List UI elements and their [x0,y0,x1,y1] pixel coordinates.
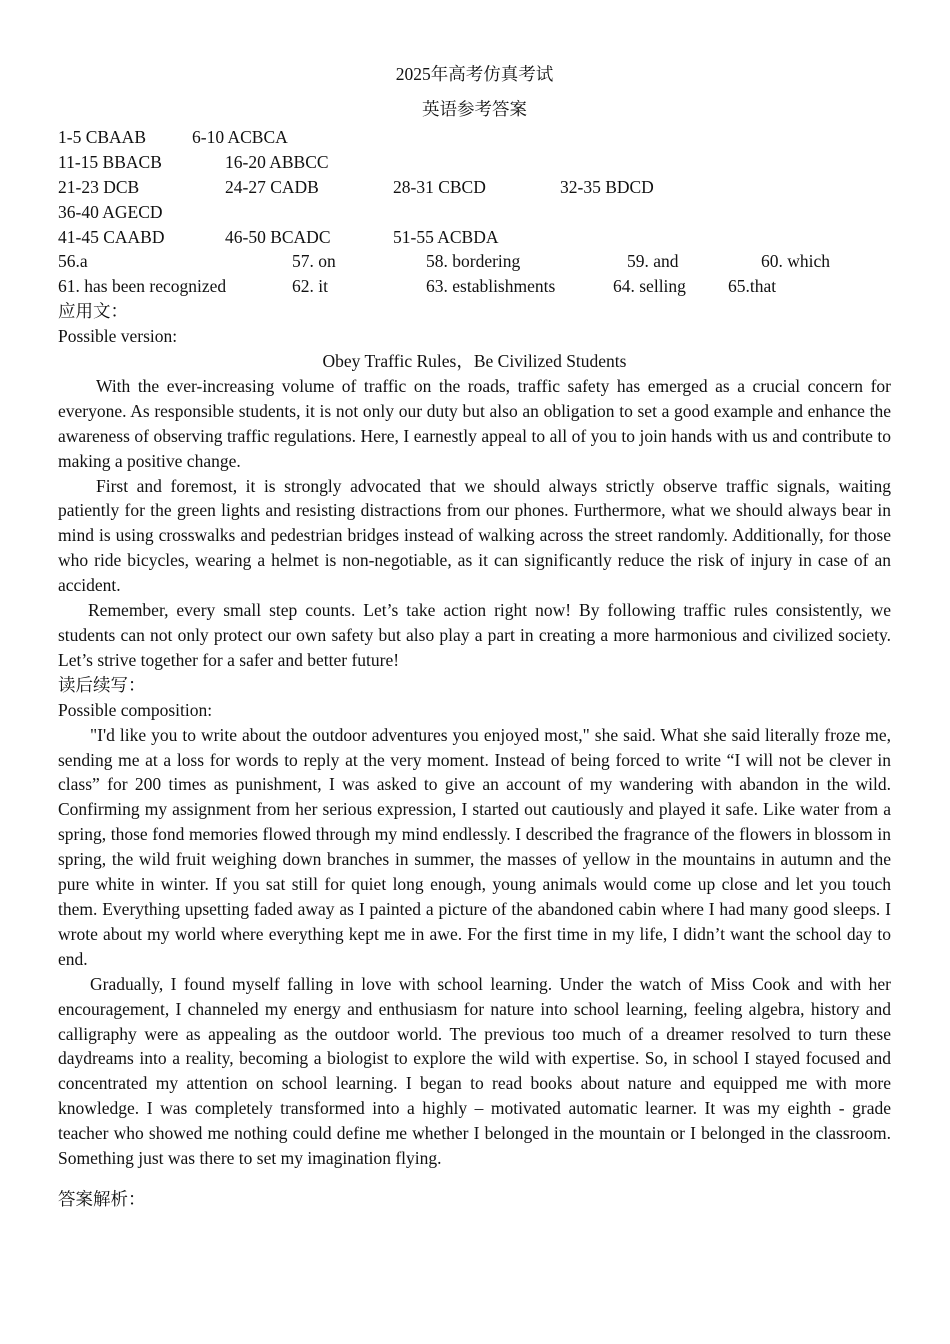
answer-group: 28-31 CBCD [393,176,486,197]
section-heading-continuation-writing: 读后续写： [58,674,146,695]
composition-paragraph: "I'd like you to write about the outdoor adventures you enjoyed most," she said. What she said literally froze me, sending me at a loss for words to reply at the very moment. Instead of being forced to write “I will not be clever in class” for 200 times as punishment, I was asked to give an account of my wandering with abandon in the wild. Confirming my assignment from her serious expression, I started out cautiously and played it safe. Like water from a spring, those fond memories flowed through my mind endlessly. I described the fragrance of the flowers in blossom in spring, the wild fruit weighing down branches in summer, the masses of yellow in the mountains in autumn and the pure white in winter. If you sat still for quiet long enough, young animals would come up close and let you touch them. Everything upsetting faded away as I painted a picture of the abandoned cabin where I had many good sleeps. I wrote about my world where everything kept me in awe. For the first time in my life, I didn’t want the school day to end. [58,724,891,969]
answer-group: 46-50 BCADC [225,226,331,247]
answer-group: 61. has been recognized [58,276,227,297]
answer-group: 6-10 ACBCA [192,127,288,147]
answer-row [58,249,891,274]
composition-paragraph: Gradually, I found myself falling in love with school learning. Under the watch of Miss Cook and with her encouragement, I channeled my energy and enthusiasm for nature into school learning, feeling algebra, history and calligraphy were as appealing as the outdoor world. The previous too much of a dreamer resolved to turn these daydreams into a reality, becoming a biologist to explore the wild with expertise. So, in school I stayed focused and concentrated my attention on school learning. I began to read books about nature and equipped me with more knowledge. I was completely transformed into a highly – motivated automatic learner. It was my eighth - grade teacher who showed me nothing could define me whether I belonged in the mountain or I belonged in the classroom. Something just was there to set my imagination flying. [58,973,891,1169]
essay-paragraph: With the ever-increasing volume of traffic on the roads, traffic safety has emerged as a crucial concern for everyone. As responsible students, it is not only our duty but also an obligation to set a good example and enhance the awareness of observing traffic regulations. Here, I earnestly appeal to all of you to join hands with us and contribute to making a positive change. [58,375,891,471]
answer-row [58,150,891,175]
answer-group: 11-15 BBACB [58,151,162,172]
answer-row [58,274,891,299]
answer-group: 60. which [761,251,831,272]
possible-version-label: Possible version: [58,326,178,347]
section-heading-practical-writing: 应用文： [58,301,128,322]
answer-group: 63. establishments [426,276,556,297]
essay-paragraph: First and foremost, it is strongly advocated that we should always strictly observe traffic signals, waiting patiently for the green lights and resisting distractions from our phones. Furthermore, what we should always bear in mind is using crosswalks and pedestrian bridges instead of walking across the street randomly. Additionally, for those who ride bicycles, wearing a helmet is non-negotiable, as it can significantly reduce the risk of injury in case of an accident. [58,475,891,596]
answer-group: 1-5 CBAAB [58,127,146,147]
answer-group: 58. bordering [426,251,521,272]
answer-group: 41-45 CAABD [58,226,165,247]
answer-key [58,125,891,299]
essay-title: Obey Traffic Rules，Be Civilized Students [322,351,627,372]
answer-row [58,125,891,150]
answer-group: 56.a [58,251,88,272]
answer-group: 65.that [728,276,777,297]
answer-row [58,200,891,225]
section-heading-answer-analysis: 答案解析： [58,1188,146,1209]
answer-group: 59. and [627,251,679,272]
answer-group: 64. selling [613,276,686,297]
answer-group: 32-35 BDCD [560,176,654,197]
possible-composition-label: Possible composition: [58,699,213,720]
answer-group: 62. it [292,276,328,297]
answer-group: 16-20 ABBCC [225,151,329,172]
exam-subtitle: 英语参考答案 [422,99,527,119]
answer-group: 57. on [292,251,336,272]
answer-row [58,225,891,250]
answer-group: 51-55 ACBDA [393,226,499,247]
essay-paragraph: Remember, every small step counts. Let’s take action right now! By following traffic rules consistently, we students can not only protect our own safety but also play a part in creating a more harmonious and civilized society. Let’s strive together for a safer and better future! [58,600,891,670]
answer-row [58,175,891,200]
answer-document [58,62,891,1212]
exam-title: 2025年高考仿真考试 [395,64,554,84]
answer-group: 36-40 AGECD [58,201,163,222]
answer-group: 21-23 DCB [58,176,140,197]
answer-group: 24-27 CADB [225,176,319,197]
